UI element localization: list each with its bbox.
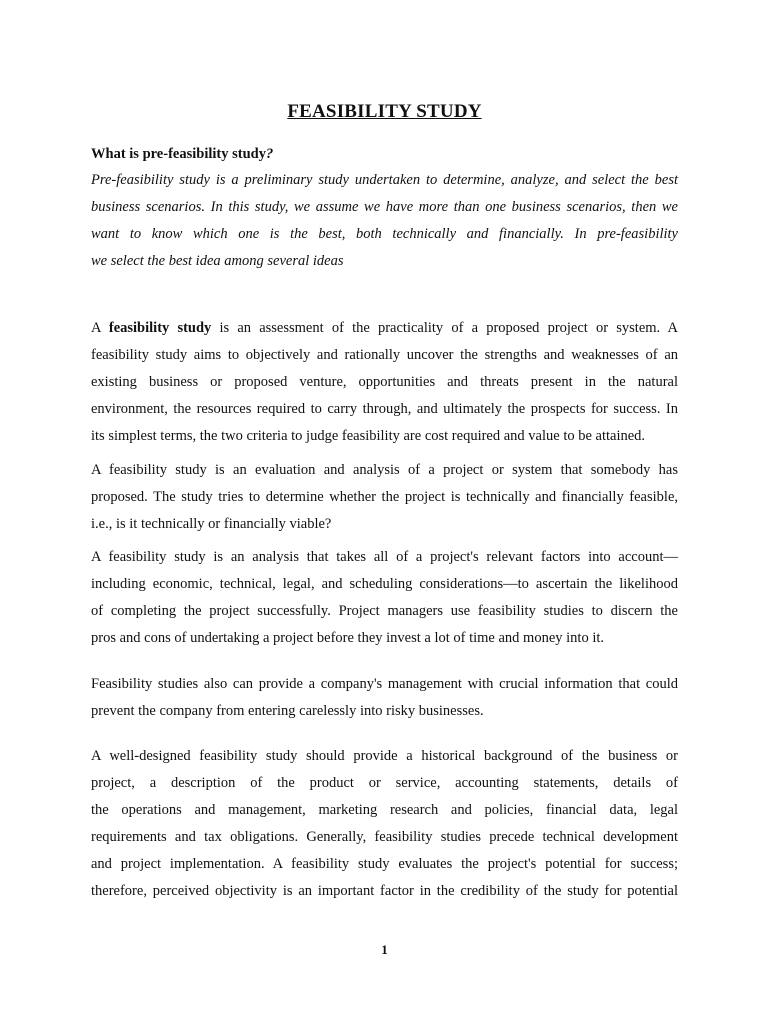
question-heading-text: What is pre-feasibility study: [91, 146, 266, 162]
text-line: existing business or proposed venture, opportunities and threats present in the natural: [91, 374, 678, 390]
paragraph-management-info: [91, 671, 678, 725]
lead-article: A: [91, 320, 109, 336]
key-term: feasibility study: [108, 320, 212, 336]
text-line: project, a description of the product or service, accounting statements, details of: [91, 775, 678, 791]
text-line: i.e., is it technically or financially viable?: [91, 516, 332, 532]
paragraph-well-designed-study: [91, 743, 678, 905]
text-line: prevent the company from entering carelessly into risky businesses.: [91, 703, 484, 719]
text-line: [91, 315, 678, 342]
text-line: therefore, perceived objectivity is an important factor in the credibility of the study for potential: [91, 883, 678, 899]
pre-feasibility-definition: [91, 167, 678, 275]
page-number: 1: [381, 942, 388, 957]
lead-rest: is an assessment of the practicality of a proposed project or system. A: [211, 320, 679, 336]
text-line: A well-designed feasibility study should provide a historical background of the business or: [91, 748, 678, 764]
text-line: and project implementation. A feasibility study evaluates the project's potential for success;: [91, 856, 678, 872]
document-title: FEASIBILITY STUDY: [287, 101, 482, 122]
question-mark: ?: [265, 146, 274, 162]
paragraph-analysis: [91, 544, 678, 652]
paragraph-evaluation: [91, 457, 678, 538]
question-heading: [91, 146, 273, 163]
text-line: we select the best idea among several ideas: [91, 253, 344, 269]
text-line: pros and cons of undertaking a project before they invest a lot of time and money into it.: [91, 630, 605, 646]
text-line: A feasibility study is an analysis that takes all of a project's relevant factors into account—: [91, 549, 678, 565]
text-line: A feasibility study is an evaluation and analysis of a project or system that somebody has: [91, 462, 678, 478]
text-line: business scenarios. In this study, we assume we have more than one business scenarios, then we: [91, 199, 678, 215]
text-line: feasibility study aims to objectively and rationally uncover the strengths and weaknesses of an: [91, 347, 678, 363]
paragraph-feasibility-assessment: [91, 315, 678, 450]
text-line: including economic, technical, legal, and scheduling considerations—to ascertain the likelihood: [91, 576, 678, 592]
text-line: want to know which one is the best, both technically and financially. In pre-feasibility: [91, 226, 678, 242]
document-page: [91, 0, 678, 1024]
text-line: proposed. The study tries to determine whether the project is technically and financially feasible,: [91, 489, 678, 505]
text-line: environment, the resources required to carry through, and ultimately the prospects for success. In: [91, 401, 678, 417]
text-line: Feasibility studies also can provide a company's management with crucial information that could: [91, 676, 678, 692]
text-line: Pre-feasibility study is a preliminary study undertaken to determine, analyze, and select the best: [91, 172, 678, 188]
text-line: requirements and tax obligations. Generally, feasibility studies precede technical development: [91, 829, 678, 845]
text-line: the operations and management, marketing research and policies, financial data, legal: [91, 802, 678, 818]
text-line: its simplest terms, the two criteria to judge feasibility are cost required and value to be attained.: [91, 428, 646, 444]
text-line: of completing the project successfully. Project managers use feasibility studies to discern the: [91, 603, 678, 619]
